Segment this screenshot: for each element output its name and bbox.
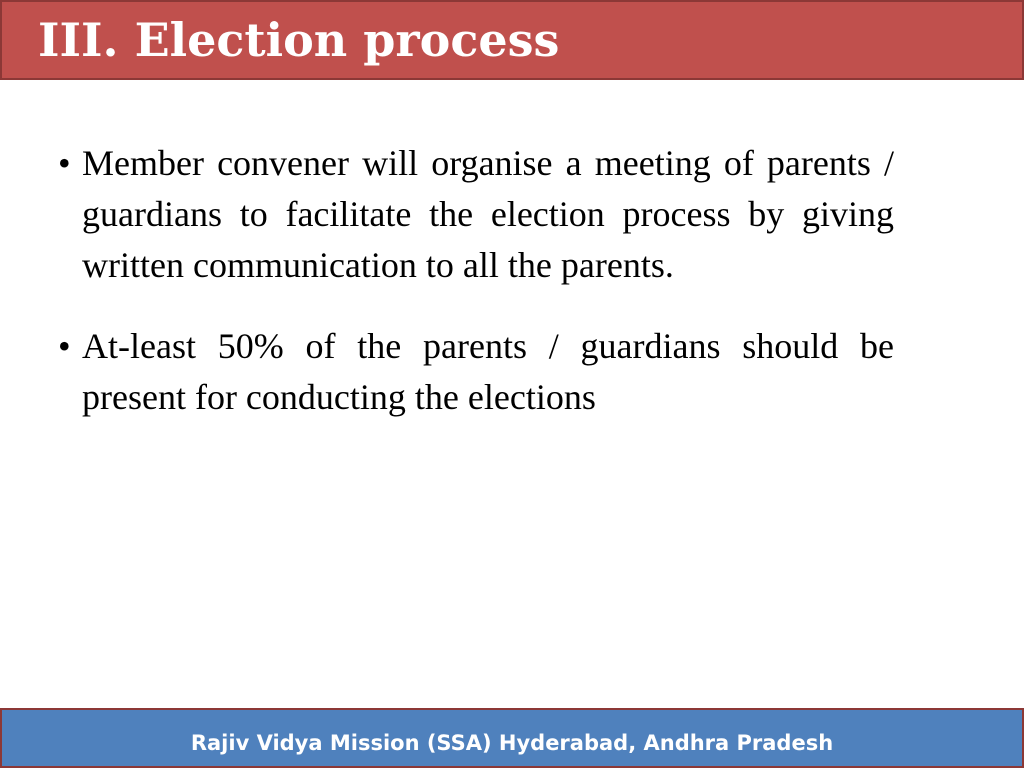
bullet-text-meeting: Member convener will organise a meeting of parents / guardians to facilitate the election process by giving written communication to all the parents.: [82, 143, 894, 285]
bullet-icon: •: [58, 143, 71, 183]
bullet-list: [58, 138, 894, 453]
bullet-icon: •: [58, 326, 71, 366]
bullet-text-quorum: At-least 50% of the parents / guardians should be present for conducting the elections: [82, 326, 894, 417]
bullet-item-quorum: [58, 321, 894, 423]
slide-title: III. Election process: [38, 13, 560, 67]
footer-text: Rajiv Vidya Mission (SSA) Hyderabad, Andhra Pradesh: [190, 731, 834, 755]
bullet-item-meeting: [58, 138, 894, 291]
footer-bar: [0, 708, 1024, 768]
title-bar: [0, 0, 1024, 80]
